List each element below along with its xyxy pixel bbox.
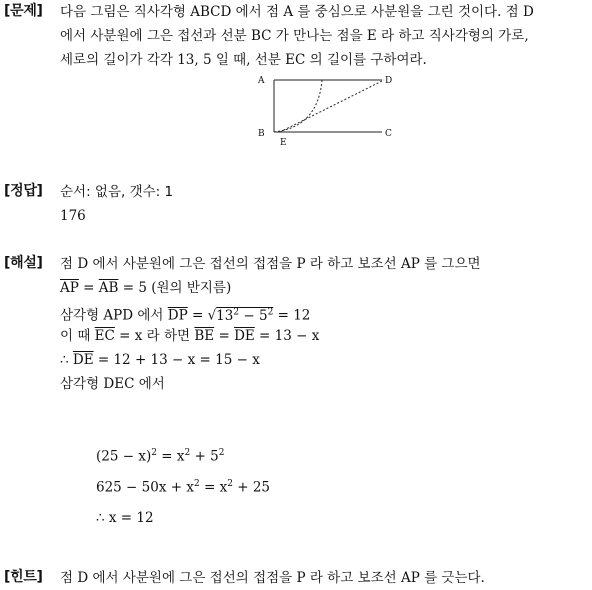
text-fragment: = 5 (원의 반지름) — [118, 280, 232, 296]
text-fragment: + 5 — [190, 448, 219, 465]
solution-body — [60, 252, 588, 396]
segment-ec: $\overline{EC}$ — [94, 328, 115, 344]
solution-line-4 — [60, 324, 588, 348]
exponent: 2 — [151, 448, 157, 458]
text-fragment: 이 때 — [60, 328, 95, 344]
text-fragment: = — [78, 280, 99, 296]
text-fragment: 삼각형 APD 에서 — [60, 307, 168, 324]
quarter-arc — [274, 80, 322, 132]
label-e: E — [280, 138, 287, 148]
text-fragment: = — [214, 328, 235, 344]
text-fragment: (25 − x) — [96, 448, 152, 465]
radicand — [216, 308, 273, 324]
problem-tag: [문제] — [4, 3, 43, 19]
text-fragment: = 12 — [273, 307, 311, 324]
text-fragment: = 12 + 13 − x = 15 − x — [93, 352, 260, 368]
equation-1 — [96, 448, 224, 465]
solution-tag: [해설] — [4, 255, 43, 271]
answer-value: 176 — [60, 208, 86, 224]
exponent: 2 — [184, 448, 191, 458]
answer-tag: [정답] — [4, 183, 43, 199]
solution-line-1: 점 D 에서 사분원에 그은 접선의 접점을 P 라 하고 보조선 AP 를 그으면 — [60, 256, 481, 272]
segment-ab: $\overline{AB}$ — [98, 280, 119, 296]
answer-body — [60, 180, 588, 228]
label-b: B — [258, 129, 265, 139]
hint-body — [60, 566, 588, 590]
text-fragment: + 25 — [232, 479, 271, 496]
label-c: C — [385, 129, 392, 139]
hint-tag: [힌트] — [4, 569, 43, 585]
exponent: 2 — [193, 479, 200, 489]
label-d: D — [385, 76, 393, 86]
segment-de: $\overline{DE}$ — [234, 328, 255, 344]
text-fragment: = x — [199, 479, 228, 496]
problem-line: 에서 사분원에 그은 접선과 선분 BC 가 만나는 점을 E 라 하고 직사각형의 가로, — [60, 28, 529, 44]
segment-de: $\overline{DE}$ — [72, 352, 94, 368]
text-fragment: − 5 — [239, 307, 268, 324]
tangent-line — [280, 80, 384, 132]
equation-2 — [96, 479, 270, 496]
solution-line-6: 삼각형 DEC 에서 — [60, 376, 165, 392]
exponent: 2 — [218, 448, 225, 458]
text-fragment: = x — [156, 448, 185, 465]
answer-meta: 순서: 없음, 갯수: 1 — [60, 184, 174, 200]
exponent: 2 — [267, 307, 274, 317]
problem-line: 세로의 길이가 각각 13, 5 일 때, 선분 EC 의 길이를 구하여라. — [60, 52, 427, 68]
text-fragment: = x 라 하면 — [114, 328, 195, 344]
segment-be: $\overline{BE}$ — [194, 328, 215, 344]
label-a: A — [258, 76, 265, 86]
exponent: 2 — [227, 479, 233, 489]
rectangle-quarter-circle-figure — [252, 72, 402, 150]
segment-dp: $\overline{DP}$ — [167, 307, 188, 324]
text-fragment: 625 − 50x + x — [96, 479, 194, 496]
segment-ap: $\overline{AP}$ — [60, 280, 79, 296]
text-fragment: ∴ — [60, 352, 73, 368]
problem-body — [60, 0, 588, 72]
solution-line-5 — [60, 348, 588, 372]
solution-line-3 — [60, 300, 588, 324]
solution-line-2 — [60, 276, 588, 300]
text-fragment: = 13 − x — [254, 328, 320, 344]
problem-line: 다음 그림은 직사각형 ABCD 에서 점 A 를 중심으로 사분원을 그린 것이다. 점 D — [60, 4, 534, 20]
text-fragment: 13 — [216, 307, 234, 324]
text-fragment: = √ — [187, 307, 217, 324]
equation-3: ∴ x = 12 — [96, 510, 154, 526]
hint-text: 점 D 에서 사분원에 그은 접선의 접점을 P 라 하고 보조선 AP 를 긋는다. — [60, 570, 485, 586]
exponent: 2 — [233, 307, 240, 317]
